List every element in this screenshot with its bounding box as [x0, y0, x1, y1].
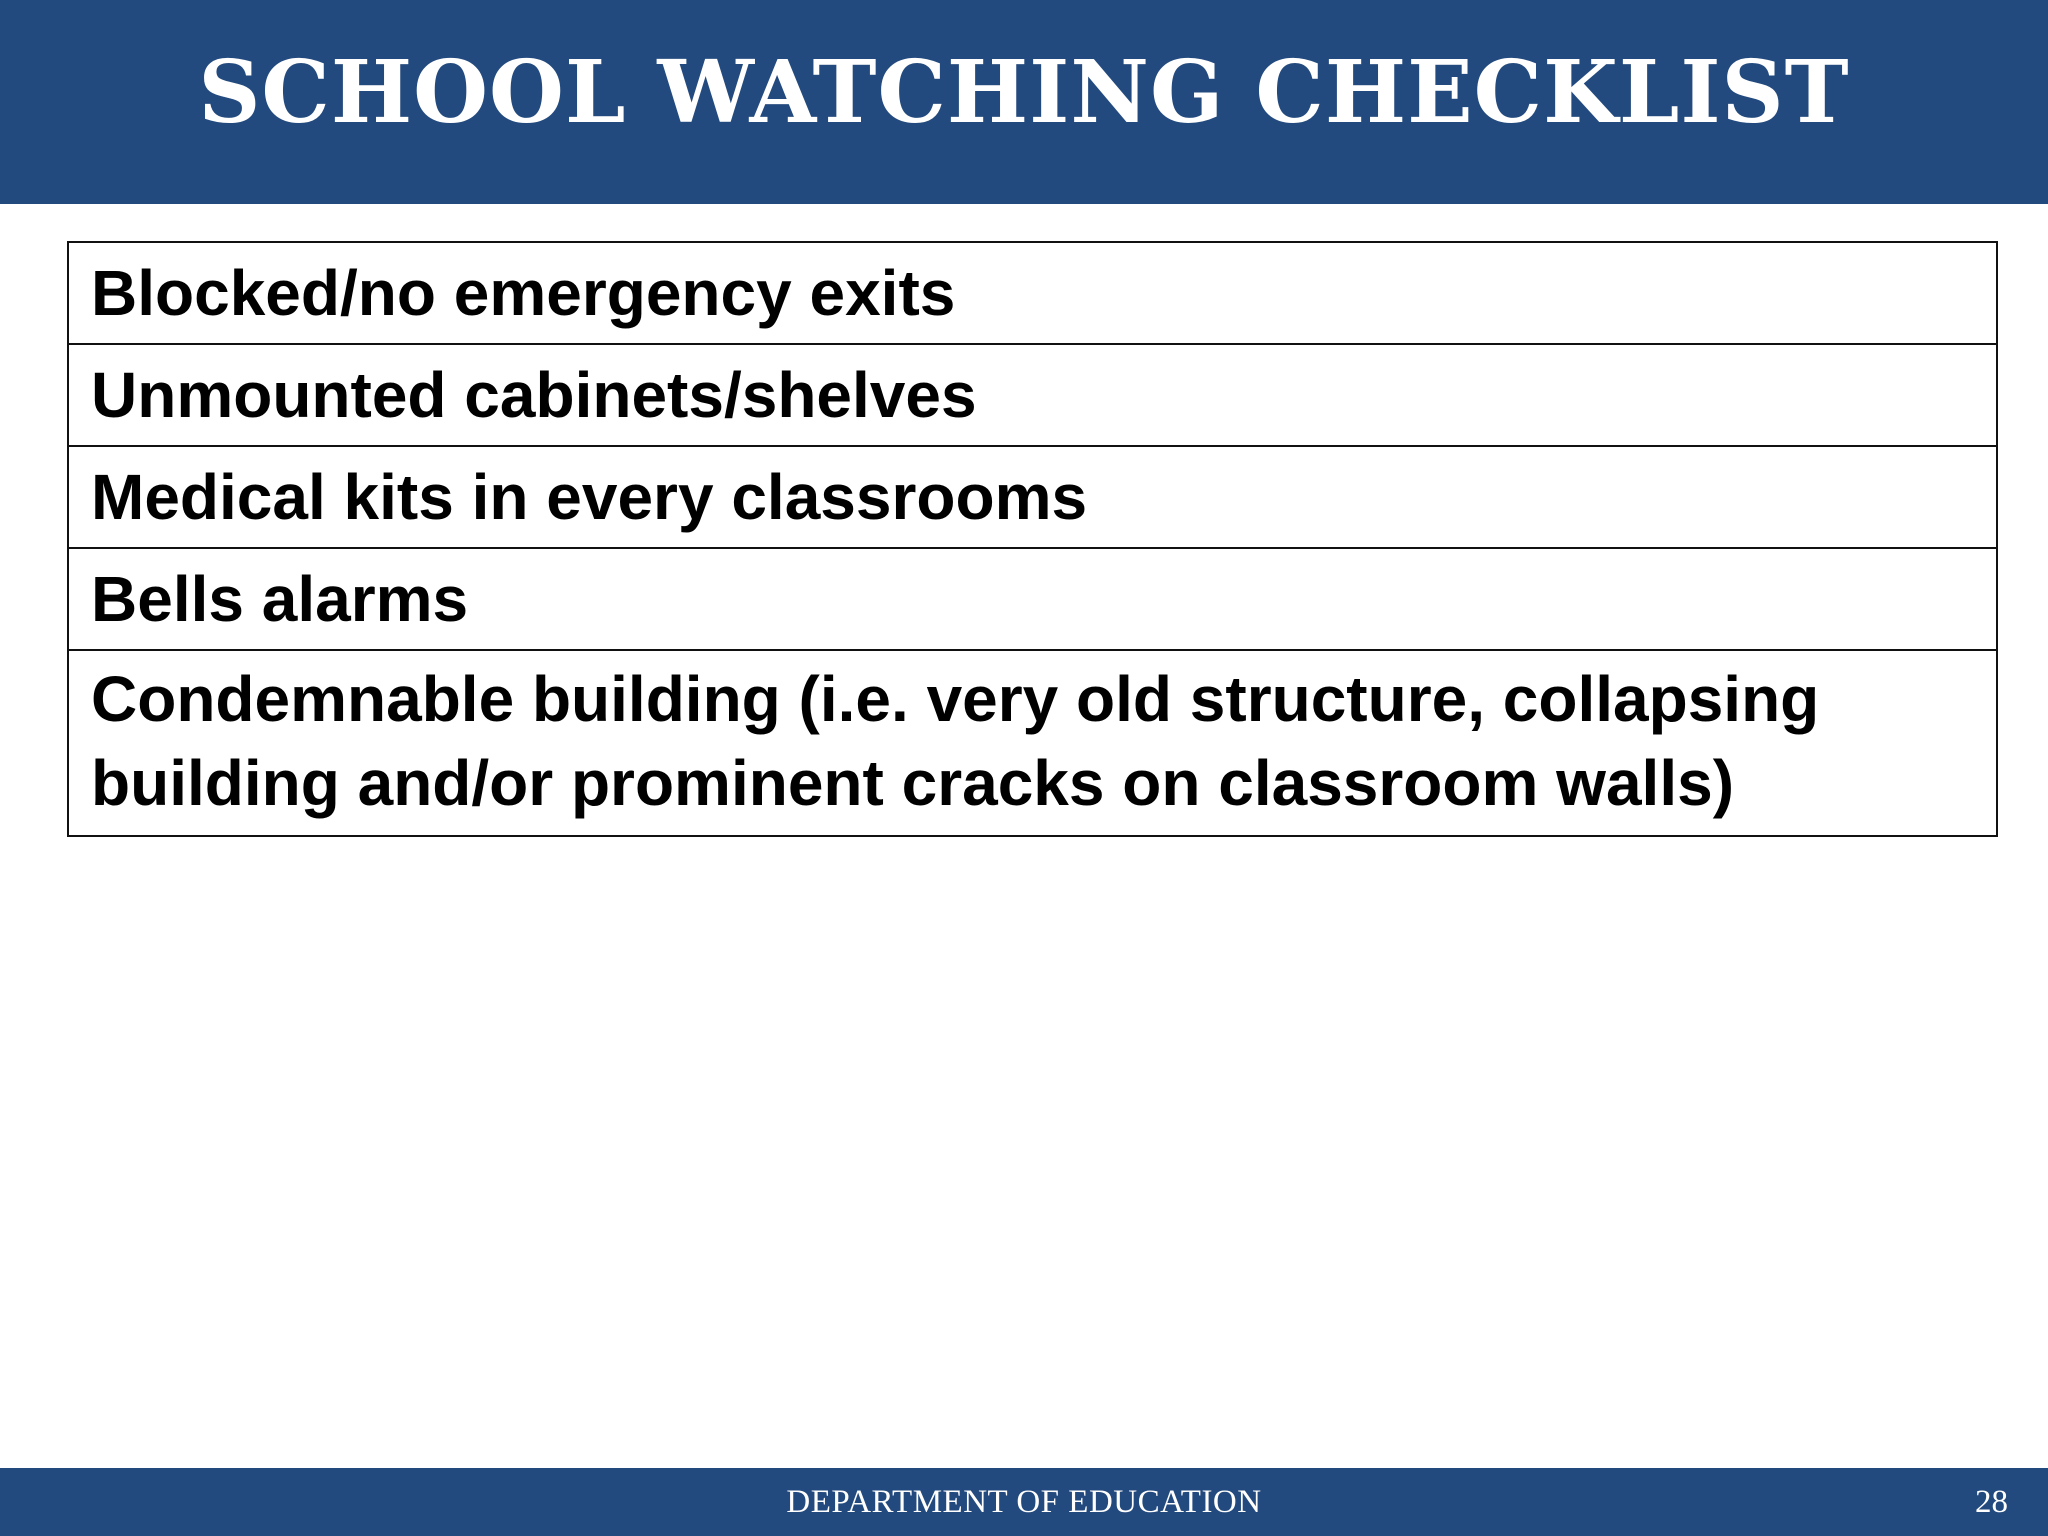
footer-organization: DEPARTMENT OF EDUCATION [786, 1484, 1262, 1520]
checklist-row [68, 650, 1997, 836]
checklist-row [68, 446, 1997, 548]
checklist-row [68, 548, 1997, 650]
checklist-item: Blocked/no emergency exits [68, 242, 1997, 344]
footer-band [0, 1468, 2048, 1536]
slide-title: SCHOOL WATCHING CHECKLIST [198, 41, 1850, 143]
page-number: 28 [1975, 1484, 2008, 1520]
checklist-item: Bells alarms [68, 548, 1997, 650]
checklist-row [68, 242, 1997, 344]
header-band [0, 0, 2048, 204]
checklist-table [67, 241, 1998, 837]
checklist-item: Condemnable building (i.e. very old structure, collapsing building and/or prominent cracks on classroom walls) [68, 650, 1997, 836]
checklist-row [68, 344, 1997, 446]
checklist-item: Medical kits in every classrooms [68, 446, 1997, 548]
checklist-item: Unmounted cabinets/shelves [68, 344, 1997, 446]
